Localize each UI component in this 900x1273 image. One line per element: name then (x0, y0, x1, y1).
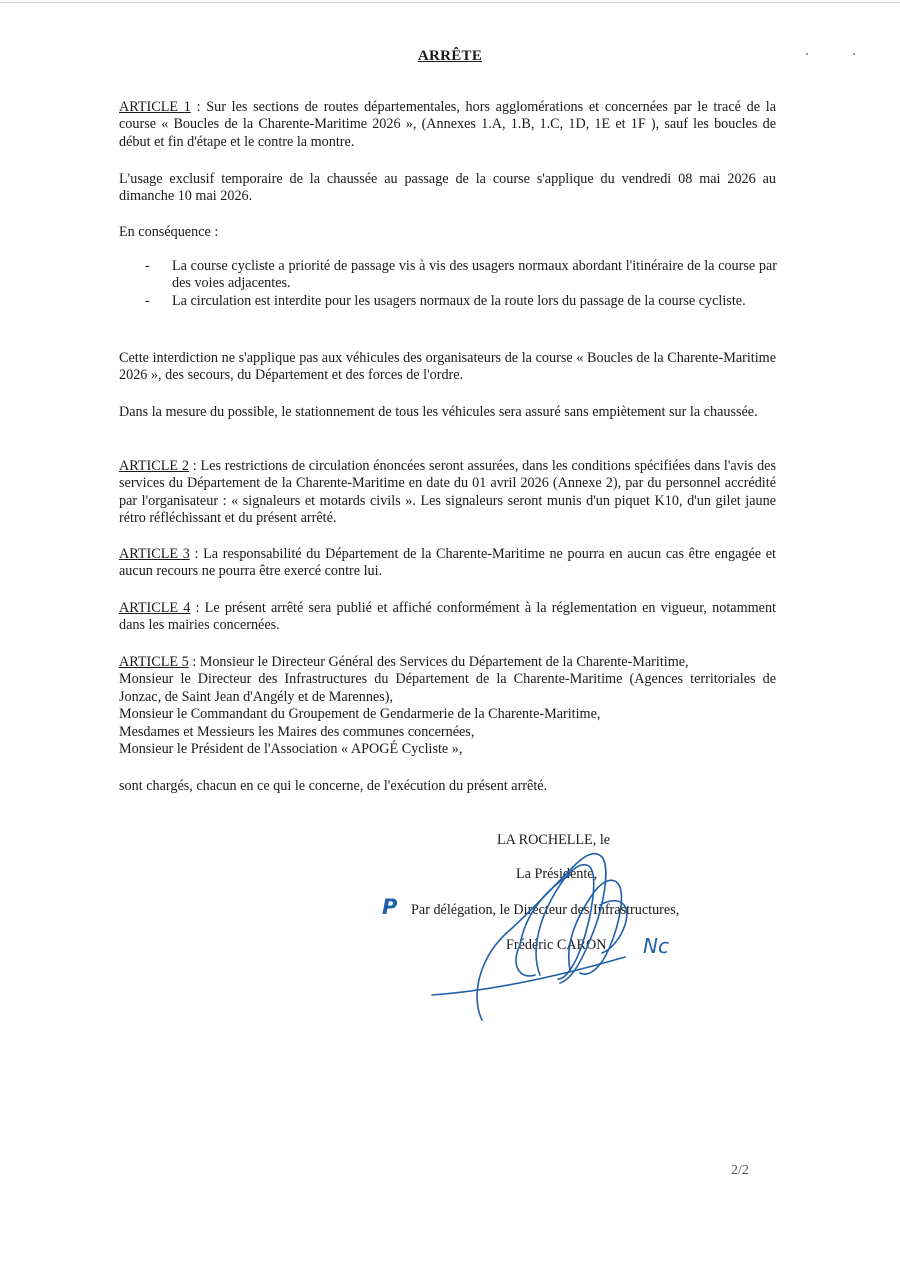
article-3 (119, 546, 776, 581)
article-4-label: ARTICLE 4 (119, 600, 191, 616)
article-2-label: ARTICLE 2 (119, 458, 189, 474)
article-5-line: Monsieur le Directeur des Infrastructures du Département de la Charente-Maritime (Agences territoriales de Jonzac, de Saint Jean d'Angély et de Marennes), (119, 671, 776, 705)
article-2-text: : Les restrictions de circulation énoncées seront assurées, dans les conditions spécifiées dans l'avis des services du Département de la Charente-Maritime en date du 01 avril 2026 (Annexe 2), par du personnel accrédité par l'organisateur : « signaleurs et motards civils ». Les signaleurs seront munis d'un piquet K10, d'un gilet jaune rétro réfléchissant et du présent arrêté. (119, 458, 776, 527)
article-5-line: Mesdames et Messieurs les Maires des communes concernées, (119, 723, 475, 740)
article-1-label: ARTICLE 1 (119, 99, 191, 115)
list-item: - La course cycliste a priorité de passage vis à vis des usagers normaux abordant l'itinéraire de la course par des voies adjacentes. (145, 258, 777, 293)
consequence-list (145, 258, 777, 310)
handwritten-signature (370, 845, 690, 1025)
article-5-line: Monsieur le Président de l'Association « APOGÉ Cycliste », (119, 741, 463, 758)
closing-paragraph: sont chargés, chacun en ce qui le concerne, de l'exécution du présent arrêté. (119, 778, 548, 794)
initials: Nc (643, 934, 669, 958)
article-3-label: ARTICLE 3 (119, 546, 190, 562)
scan-edge-line (0, 2, 900, 3)
signature-delegation: Par délégation, le Directeur des Infrastructures, (411, 902, 680, 918)
consequence-paragraph: En conséquence : (119, 224, 219, 240)
article-1-text: : Sur les sections de routes départementales, hors agglomérations et concernées par le tracé de la course « Boucles de la Charente-Maritime 2026 », (Annexes 1.A, 1.B, 1.C, 1D, 1E et 1F ), sauf les boucles de début et fin d'étape et le contre la montre. (119, 99, 776, 150)
document-title: ARRÊTE (417, 48, 483, 64)
interdiction-paragraph: Cette interdiction ne s'applique pas aux véhicules des organisateurs de la course « Boucles de la Charente-Maritime 2026 », des secours, du Département et des forces de l'ordre. (119, 350, 776, 384)
stationnement-paragraph: Dans la mesure du possible, le stationnement de tous les véhicules sera assuré sans empiètement sur la chaussée. (119, 404, 758, 420)
signature-role: La Présidente, (516, 866, 598, 882)
list-item: - La circulation est interdite pour les usagers normaux de la route lors du passage de la course cycliste. (145, 293, 777, 310)
article-2 (119, 458, 776, 528)
article-3-text: : La responsabilité du Département de la Charente-Maritime ne pourra en aucun cas être engagée et aucun recours ne pourra être exercé contre lui. (119, 546, 776, 580)
page-number: 2/2 (731, 1163, 749, 1178)
delegation-mark: P (382, 895, 398, 919)
article-5-line: Monsieur le Commandant du Groupement de Gendarmerie de la Charente-Maritime, (119, 706, 601, 723)
article-4-text: : Le présent arrêté sera publié et affiché conformément à la réglementation en vigueur, notamment dans les mairies concernées. (119, 600, 776, 634)
signatory-name: Frédéric CARON (506, 937, 607, 953)
article-5 (119, 654, 776, 758)
article-4 (119, 600, 776, 635)
usage-paragraph: L'usage exclusif temporaire de la chaussée au passage de la course s'applique du vendredi 08 mai 2026 au dimanche 10 mai 2026. (119, 171, 776, 205)
article-5-label: ARTICLE 5 (119, 654, 189, 670)
article-5-line: : Monsieur le Directeur Général des Services du Département de la Charente-Maritime, (188, 654, 689, 670)
signature-place: LA ROCHELLE, le (497, 832, 611, 848)
article-1 (119, 99, 776, 151)
